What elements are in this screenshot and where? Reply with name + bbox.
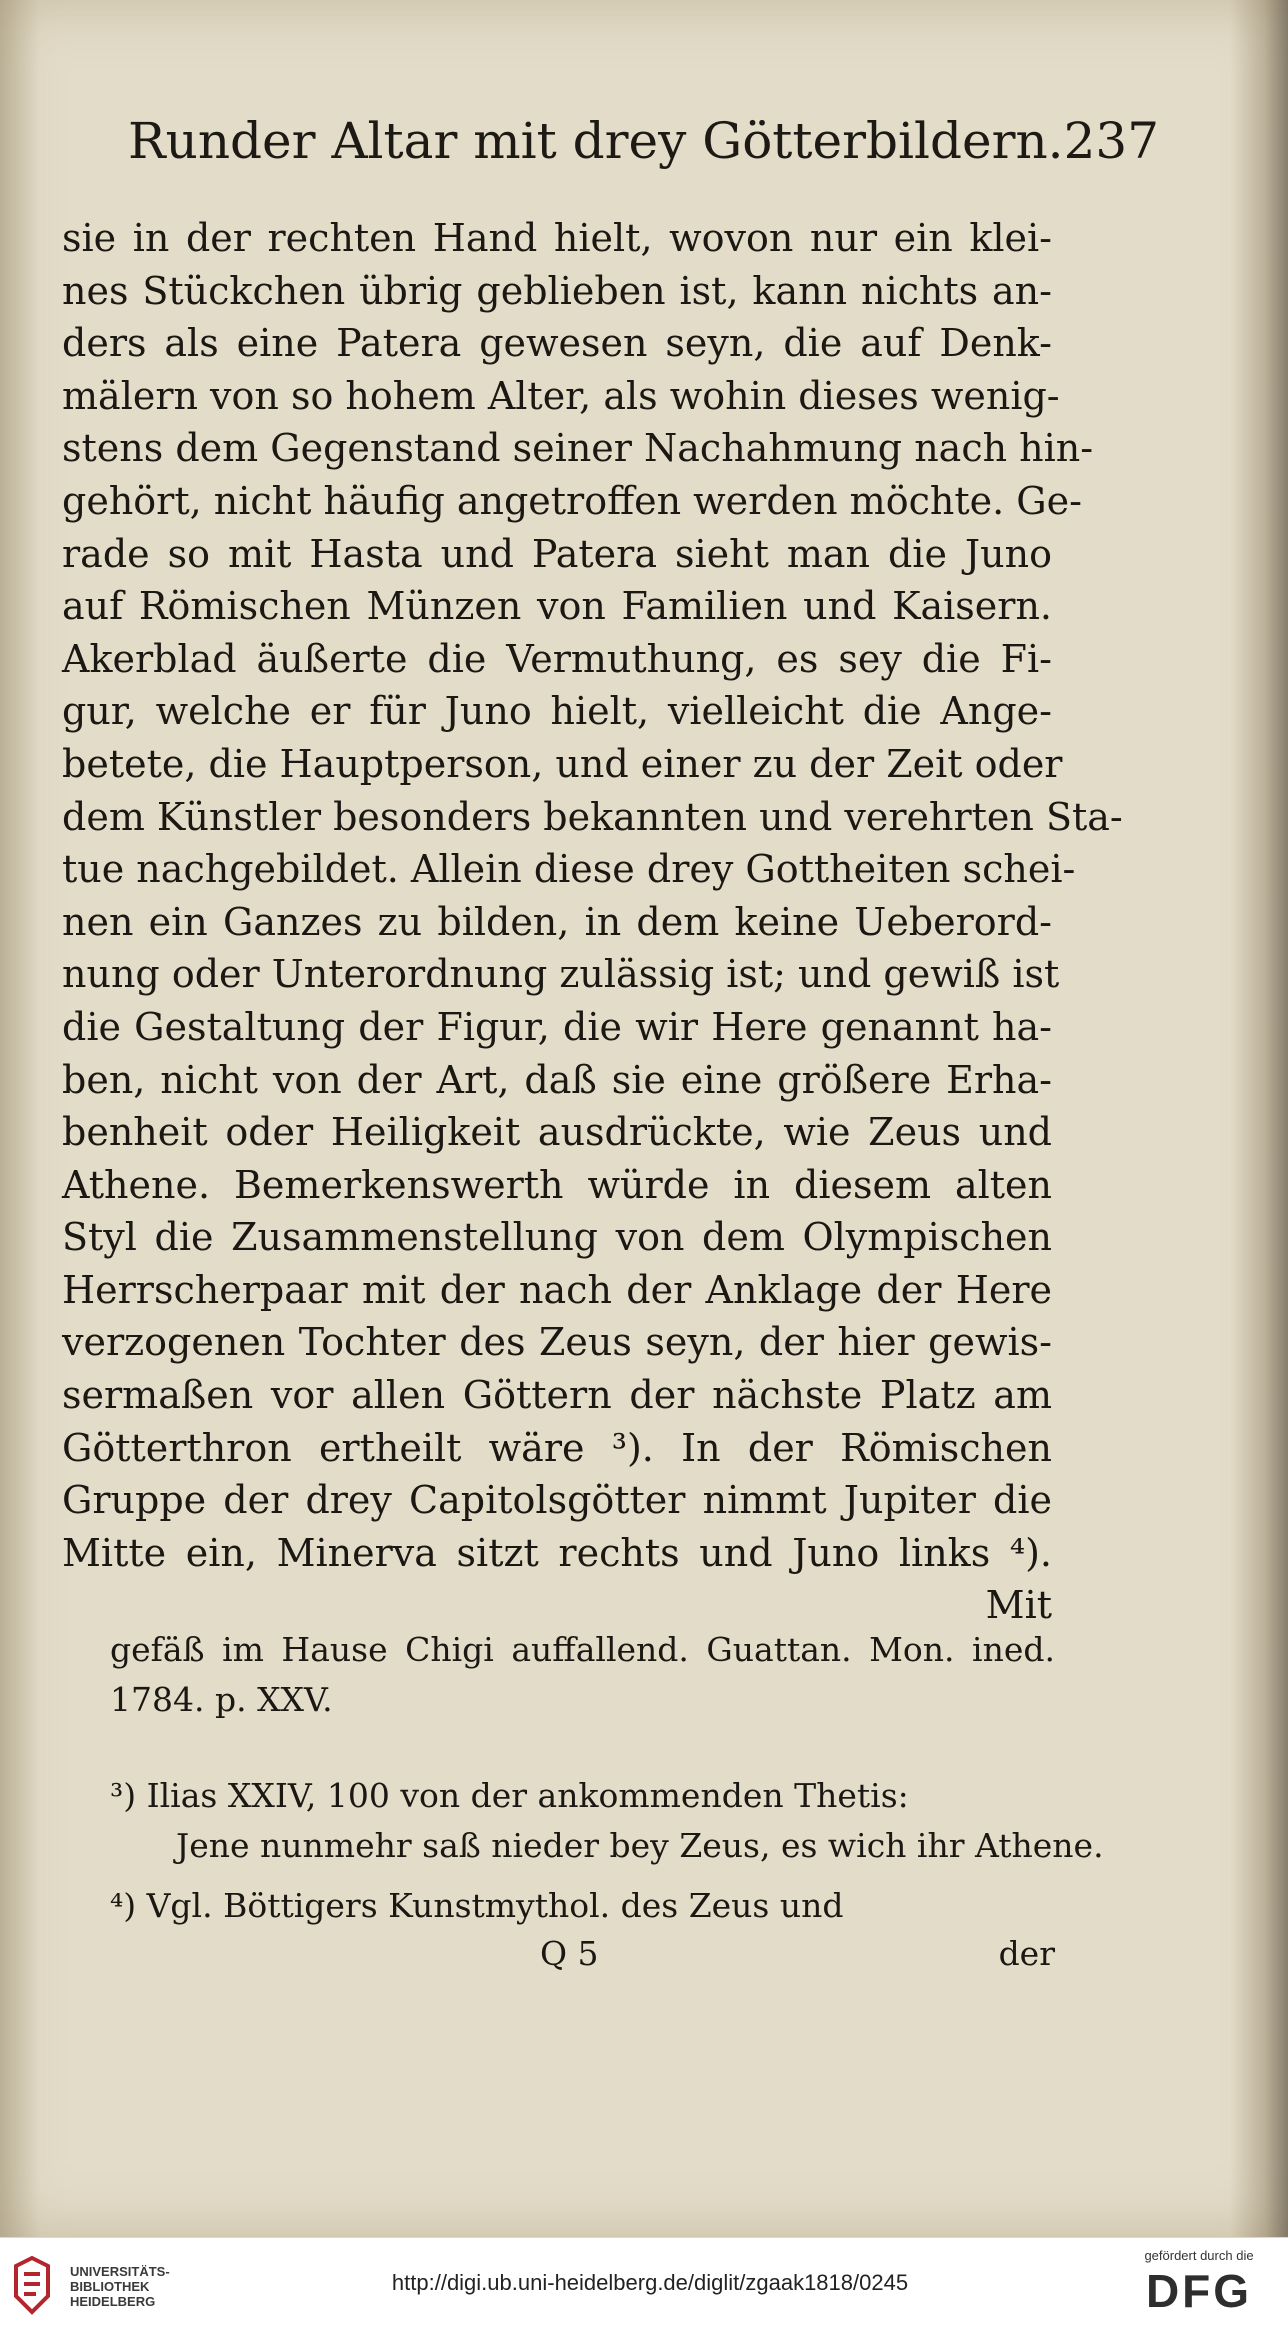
body-line: nen ein Ganzes zu bilden, in dem keine Ueberord- [62, 899, 1052, 944]
body-line: Akerblad äußerte die Vermuthung, es sey die Fi- [62, 636, 1052, 681]
footnotes [110, 1630, 1104, 1876]
signature-mark: Q 5 [540, 1934, 599, 1973]
funder-caption: gefördert durch die [1144, 2248, 1254, 2263]
library-logo-icon[interactable] [12, 2256, 54, 2316]
body-line: sie in der rechten Hand hielt, wovon nur ein klei- [62, 216, 1052, 260]
body-line: gehört, nicht häufig angetroffen werden möchte. Ge- [62, 478, 1082, 523]
signature-catchword: der [998, 1934, 1055, 1973]
body-line: mälern von so hohem Alter, als wohin dieses wenig- [62, 373, 1060, 418]
body-line: auf Römischen Münzen von Familien und Kaisern. [62, 584, 1052, 629]
body-line: betete, die Hauptperson, und einer zu der Zeit oder [62, 741, 1063, 786]
body-line: die Gestaltung der Figur, die wir Here genannt ha- [62, 1004, 1052, 1049]
library-line: HEIDELBERG [70, 2294, 156, 2309]
signature-line [540, 1934, 1055, 1973]
footnote-3-quote: Jene nunmehr saß nieder bey Zeus, es wich ihr Athene. [176, 1826, 1104, 1865]
running-head [128, 112, 1160, 182]
library-line: BIBLIOTHEK [70, 2279, 150, 2294]
footnote-4 [110, 1886, 1055, 1925]
body-line: stens dem Gegenstand seiner Nachahmung nach hin- [62, 426, 1094, 471]
page-number: 237 [1063, 112, 1160, 170]
viewer-footer [0, 2237, 1288, 2334]
body-line: tue nachgebildet. Allein diese drey Gottheiten schei- [62, 847, 1076, 892]
catchword: Mit [985, 1583, 1052, 1628]
body-line: nes Stückchen übrig geblieben ist, kann nichts an- [62, 268, 1052, 313]
dfg-logo: DFG [1145, 2265, 1253, 2317]
body-line: sermaßen vor allen Göttern der nächste Platz am [62, 1373, 1052, 1418]
body-line: ders als eine Patera gewesen seyn, die auf Denk- [62, 321, 1052, 366]
body-line: Athene. Bemerkenswerth würde in diesem alten [62, 1162, 1052, 1207]
funder-badge[interactable] [1124, 2248, 1274, 2319]
body-line: verzogenen Tochter des Zeus seyn, der hier gewis- [62, 1320, 1052, 1365]
body-line: Herrscherpaar mit der nach der Anklage der Here [62, 1267, 1052, 1312]
body-line: Gruppe der drey Capitolsgötter nimmt Jupiter die [62, 1478, 1052, 1523]
running-head-title: Runder Altar mit drey Götterbildern. [128, 112, 1064, 170]
footnote-continuation-line: gefäß im Hause Chigi auffallend. Guattan. Mon. ined. [110, 1630, 1055, 1669]
body-line: gur, welche er für Juno hielt, vielleicht die Ange- [62, 689, 1052, 734]
footnote-4-text: ⁴) Vgl. Böttigers Kunstmythol. des Zeus und [110, 1886, 844, 1925]
body-line: benheit oder Heiligkeit ausdrückte, wie Zeus und [62, 1110, 1052, 1155]
body-line: nung oder Unterordnung zulässig ist; und gewiß ist [62, 952, 1060, 997]
body-text [62, 212, 1123, 1632]
footnote-continuation-line: 1784. p. XXV. [110, 1680, 333, 1719]
library-line: UNIVERSITÄTS- [70, 2264, 170, 2279]
body-line: Götterthron ertheilt wäre ³). In der Römischen [62, 1425, 1052, 1470]
library-name [70, 2264, 270, 2309]
body-line: Mitte ein, Minerva sitzt rechts und Juno links ⁴). [62, 1530, 1052, 1575]
body-line: ben, nicht von der Art, daß sie eine größere Erha- [62, 1057, 1052, 1102]
body-line: Styl die Zusammenstellung von dem Olympischen [62, 1215, 1052, 1260]
permalink-url[interactable]: http://digi.ub.uni-heidelberg.de/diglit/zgaak1818/0245 [391, 2270, 909, 2295]
body-line: dem Künstler besonders bekannten und verehrten Sta- [62, 794, 1123, 839]
footnote-3: ³) Ilias XXIV, 100 von der ankommenden Thetis: [110, 1776, 909, 1815]
body-line: rade so mit Hasta und Patera sieht man die Juno [62, 531, 1052, 576]
